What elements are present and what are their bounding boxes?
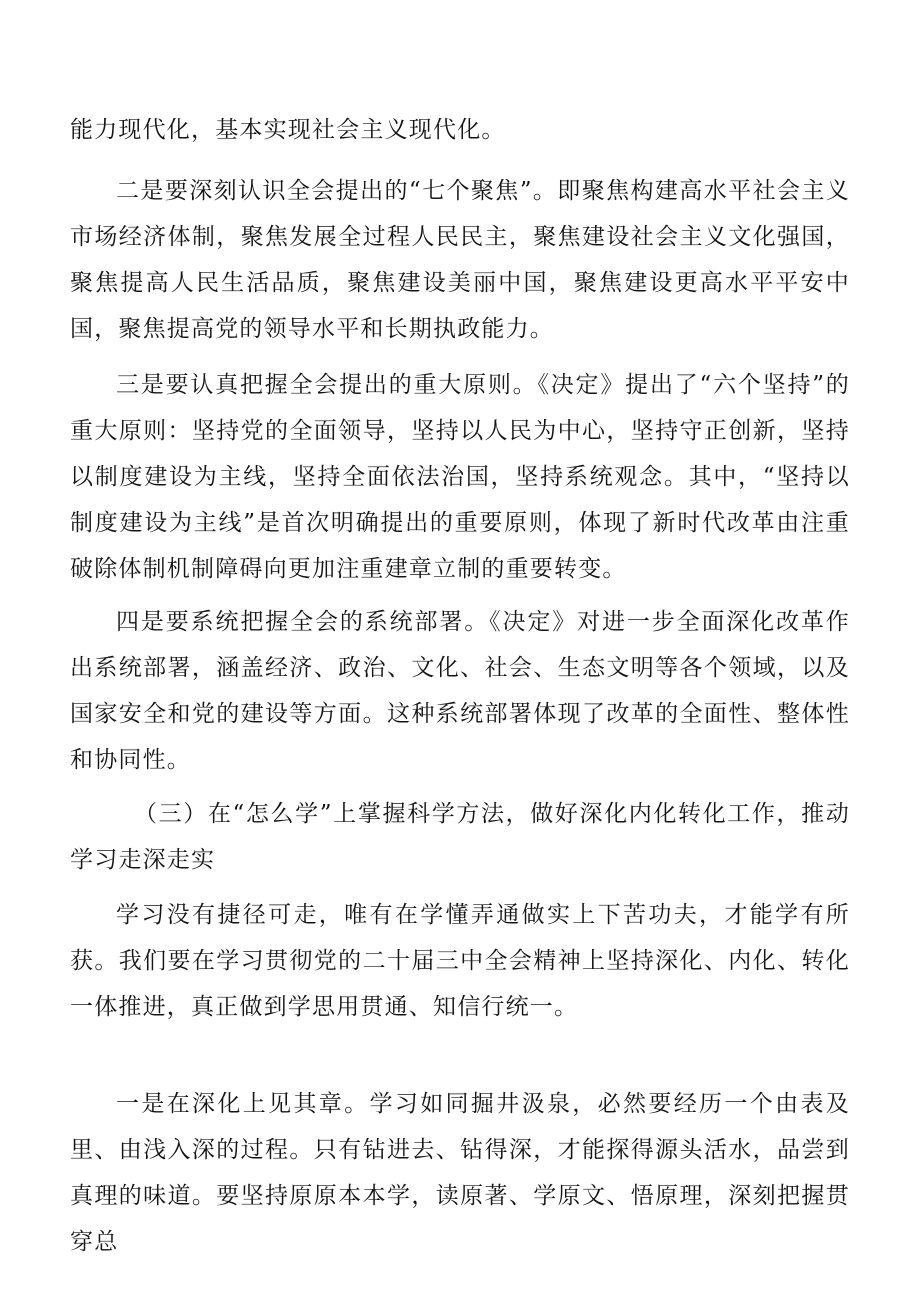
paragraph-major-principles: 三是要认真把握全会提出的重大原则。《决定》提出了“六个坚持”的重大原则：坚持党的全面领导，坚持以人民为中心，坚持守正创新，坚持以制度建设为主线，坚持全面依法治国，坚持系统观念。其中，“坚持以制度建设为主线”是首次明确提出的重要原则，体现了新时代改革由注重破除体制机制障碍向更加注重建章立制的重要转变。: [70, 372, 850, 582]
paragraph-no-shortcut: 学习没有捷径可走，唯有在学懂弄通做实上下苦功夫，才能学有所获。我们要在学习贯彻党的二十届三中全会精神上坚持深化、内化、转化一体推进，真正做到学思用贯通、知信行统一。: [70, 902, 850, 1020]
paragraph-systematic-deployment: 四是要系统把握全会的系统部署。《决定》对进一步全面深化改革作出系统部署，涵盖经济、政治、文化、社会、生态文明等各个领域，以及国家安全和党的建设等方面。这种系统部署体现了改革的全面性、整体性和协同性。: [70, 609, 850, 773]
paragraph-seven-focuses: 二是要深刻认识全会提出的“七个聚焦”。即聚焦构建高水平社会主义市场经济体制，聚焦发展全过程人民民主，聚焦建设社会主义文化强国，聚焦提高人民生活品质，聚焦建设美丽中国，聚焦建设更高水平平安中国，聚焦提高党的领导水平和长期执政能力。: [70, 178, 850, 342]
paragraph-deepening: 一是在深化上见其章。学习如同掘井汲泉，必然要经历一个由表及里、由浅入深的过程。只有钻进去、钻得深，才能探得源头活水，品尝到真理的味道。要坚持原原本本学，读原著、学原文、悟原理，深刻把握贯穿总: [70, 1091, 850, 1255]
section-heading-how-to-learn: （三）在“怎么学”上掌握科学方法，做好深化内化转化工作，推动学习走深走实: [70, 801, 850, 873]
paragraph-continuation: 能力现代化，基本实现社会主义现代化。: [70, 117, 506, 143]
